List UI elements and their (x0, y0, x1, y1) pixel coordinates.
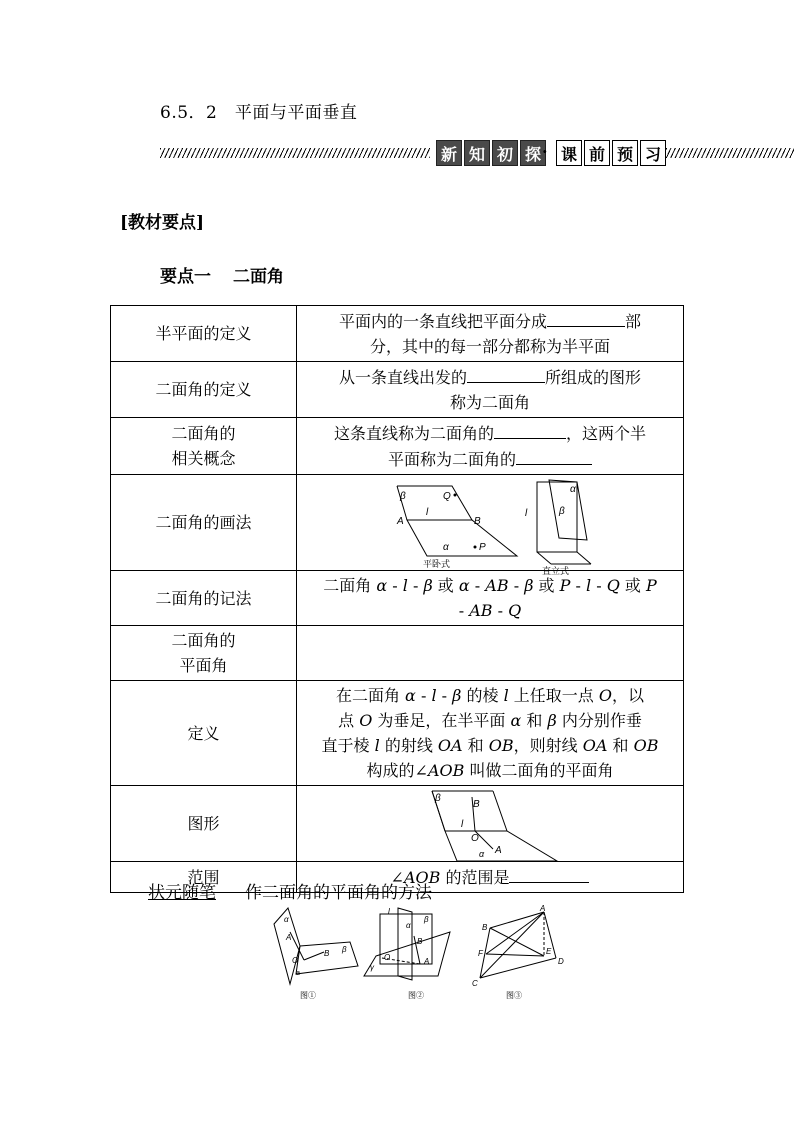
row-content: 在二面角 α - l - β 的棱 l 上任取一点 O，以 点 O 为垂足，在半平面 α 和 β 内分别作垂 直于棱 l 的射线 OA 和 OB，则射线 OA 和 OB 构成的∠AOB 叫做二面角的平面角 (297, 681, 684, 786)
label-alpha: α (406, 921, 411, 930)
method-figures (260, 902, 580, 1006)
label-alpha: α (570, 483, 576, 495)
row-content: 从一条直线出发的 所组成的图形 称为二面角 (297, 362, 684, 418)
point-label: 要点一 (160, 267, 211, 287)
label-D: D (558, 957, 564, 966)
figure-2 (364, 908, 450, 980)
label-B: B (473, 798, 480, 810)
upright-style-figure (537, 480, 591, 564)
row-content: 这条直线称为二面角的 ，这两个半 平面称为二面角的 (297, 418, 684, 475)
section-title: 6.5．2 平面与平面垂直 (160, 103, 358, 123)
label-B: B (482, 923, 488, 932)
label-A: A (495, 844, 502, 856)
banner-badges-light (556, 140, 666, 166)
flat-style-figure (397, 486, 517, 556)
row-label: 二面角的定义 (111, 362, 297, 418)
label-F: F (478, 949, 483, 958)
caption-fig1: 图① (300, 991, 316, 1000)
label-gamma: γ (370, 963, 374, 972)
row-label: 二面角的画法 (111, 475, 297, 571)
fill-blank (516, 446, 592, 465)
table-row (111, 475, 684, 571)
banner-char: 新 (436, 140, 462, 166)
fill-blank (494, 420, 566, 439)
label-beta: β (400, 490, 406, 502)
label-O: O (292, 956, 299, 965)
table-row (111, 418, 684, 475)
tip-text: 作二面角的平面角的方法 (245, 883, 432, 903)
label-A: A (540, 904, 546, 913)
tip-label: 状元随笔 (148, 883, 216, 903)
row-content (297, 626, 684, 681)
row-content (297, 475, 684, 576)
plane-angle-figure (297, 787, 683, 861)
textbook-points-heading: [教材要点] (120, 213, 205, 233)
row-label: 二面角的 平面角 (111, 626, 297, 681)
point-title: 二面角 (233, 267, 284, 287)
label-l: l (525, 507, 528, 519)
table-row (111, 306, 684, 362)
caption-fig2: 图② (408, 991, 424, 1000)
banner-char: 知 (464, 140, 490, 166)
label-C: C (472, 979, 478, 988)
label-B: B (417, 937, 423, 946)
label-P: P (479, 541, 486, 553)
row-content (297, 786, 684, 862)
label-Q: Q (443, 490, 451, 502)
caption-fig3: 图③ (506, 991, 522, 1000)
table-row (111, 626, 684, 681)
caption-upright: 直立式 (542, 565, 570, 576)
point-one-heading (160, 262, 284, 287)
table-row (111, 786, 684, 862)
banner-hatch-right (666, 148, 794, 158)
table-row (111, 571, 684, 626)
dihedral-drawing-figures (297, 476, 683, 576)
label-B: B (474, 515, 481, 527)
row-label: 二面角的记法 (111, 571, 297, 626)
label-alpha: α (479, 848, 485, 859)
banner-hatch-left (160, 148, 430, 158)
label-beta: β (424, 915, 429, 924)
label-alpha: α (443, 541, 449, 553)
row-content: 二面角 α - l - β 或 α - AB - β 或 P - l - Q 或 P - AB - Q (297, 571, 684, 626)
dihedral-angle-table (110, 305, 684, 893)
caption-flat: 平卧式 (423, 558, 451, 569)
fill-blank (509, 864, 589, 883)
label-alpha: α (284, 915, 289, 924)
label-l: l (426, 506, 429, 518)
table-row (111, 362, 684, 418)
label-E: E (546, 947, 552, 956)
banner-char: 初 (492, 140, 518, 166)
banner-dot: · (542, 142, 548, 161)
row-label: 图形 (111, 786, 297, 862)
label-A: A (286, 933, 292, 942)
section-banner (160, 140, 794, 166)
table-row (111, 681, 684, 786)
fill-blank (467, 364, 545, 383)
label-O: O (471, 832, 479, 844)
label-beta: β (559, 505, 565, 517)
banner-badges-dark (436, 140, 546, 166)
label-l: l (461, 818, 464, 830)
label-beta: β (435, 792, 441, 804)
row-label: 二面角的 相关概念 (111, 418, 297, 475)
figure-3 (480, 912, 556, 978)
banner-char: 课 (556, 140, 582, 166)
banner-char: 探 (520, 140, 546, 166)
row-content: ∠AOB 的范围是 (297, 862, 684, 893)
fill-blank (547, 308, 625, 327)
banner-char: 习 (640, 140, 666, 166)
row-content: 平面内的一条直线把平面分成 部 分，其中的每一部分都称为半平面 (297, 306, 684, 362)
row-label: 半平面的定义 (111, 306, 297, 362)
banner-char: 前 (584, 140, 610, 166)
row-label: 定义 (111, 681, 297, 786)
label-A: A (424, 957, 430, 966)
banner-char: 预 (612, 140, 638, 166)
label-a: a (296, 970, 300, 977)
label-B: B (324, 949, 330, 958)
label-l: l (388, 907, 390, 916)
row-label: 范围 (111, 862, 297, 893)
label-beta: β (342, 945, 347, 954)
label-O: O (384, 953, 391, 962)
label-A: A (397, 515, 404, 527)
